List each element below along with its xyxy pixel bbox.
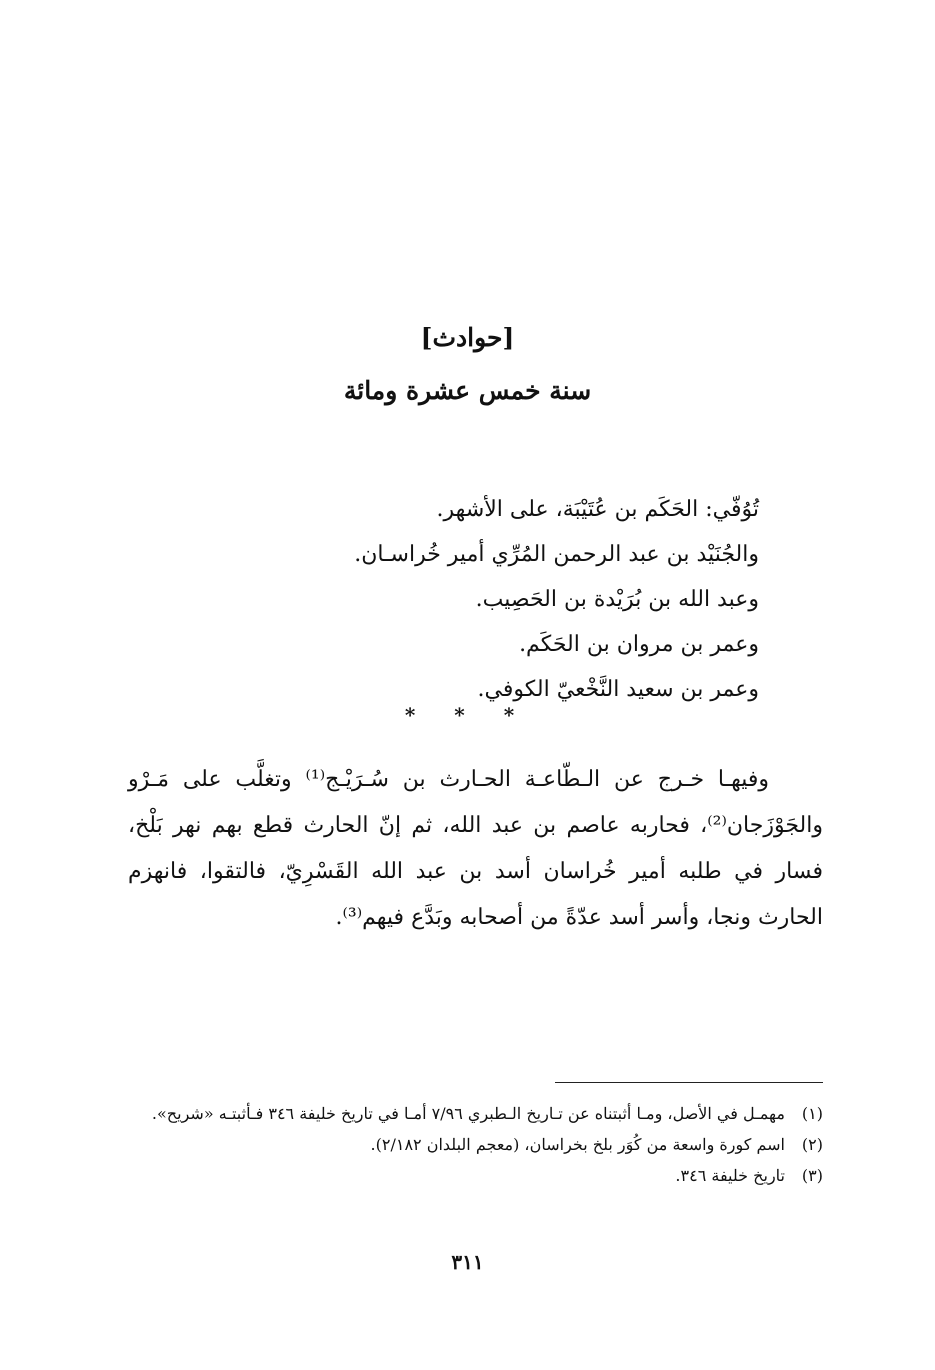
footnote-divider	[555, 1082, 823, 1083]
footnote	[123, 1098, 823, 1129]
death-entry: والجُنَيْد بن عبد الرحمن المُرِّي أمير خُراسـان.	[354, 542, 759, 567]
death-entry: تُوُفّي: الحَكَم بن عُتَيْبَة، على الأشهر.	[436, 497, 759, 522]
footnote-number: (١)	[801, 1104, 823, 1123]
footnote-number: (٣)	[801, 1166, 823, 1185]
death-entry: وعمر بن سعيد النَّخْعيّ الكوفي.	[477, 677, 759, 702]
footnote	[123, 1160, 823, 1191]
footnote-number: (٢)	[801, 1135, 823, 1154]
footnote-text: تاريخ خليفة ٣٤٦.	[675, 1166, 785, 1185]
section-title: [حوادث]	[420, 323, 515, 352]
year-heading: سنة خمس عشرة ومائة	[343, 376, 592, 405]
death-entry: وعمر بن مروان بن الحَكَم.	[519, 632, 759, 657]
footnote-text: مهمـل في الأصل، ومـا أثبتناه عن تـاريخ الـطبري ٧/٩٦ أمـا في تاريخ خليفة ٣٤٦ فـأثبتـه «شريح».	[151, 1104, 785, 1123]
narrative-paragraph: وفيهـا خـرج عن الـطّاعـة الحـارث بن سُـرَيْـج⁽¹⁾ وتغلَّب على مَـرْو والجَوْزَجان⁽²⁾، فحاربه عاصم بن عبد الله، ثم إنّ الحارث قطع بهم نهر بَلْخ، فسار في طلبه أمير خُراسان أسد بن عبد الله القَسْرِيّ، فالتقوا، فانهزم الحارث ونجا، وأسر أسد عدّةً من أصحابه وبَدَّع فيهم⁽³⁾.	[128, 767, 823, 930]
page-number: ٣١١	[451, 1250, 484, 1274]
asterisk-separator: * * *	[404, 703, 531, 727]
footnote	[123, 1129, 823, 1160]
footnotes	[123, 1098, 823, 1191]
footnote-text: اسم كورة واسعة من كُوَر بلخ بخراسان، (معجم البلدان ٢/١٨٢).	[370, 1135, 785, 1154]
deaths-list	[199, 487, 759, 712]
death-entry: وعبد الله بن بُرَيْدة بن الحَصِيب.	[475, 587, 759, 612]
